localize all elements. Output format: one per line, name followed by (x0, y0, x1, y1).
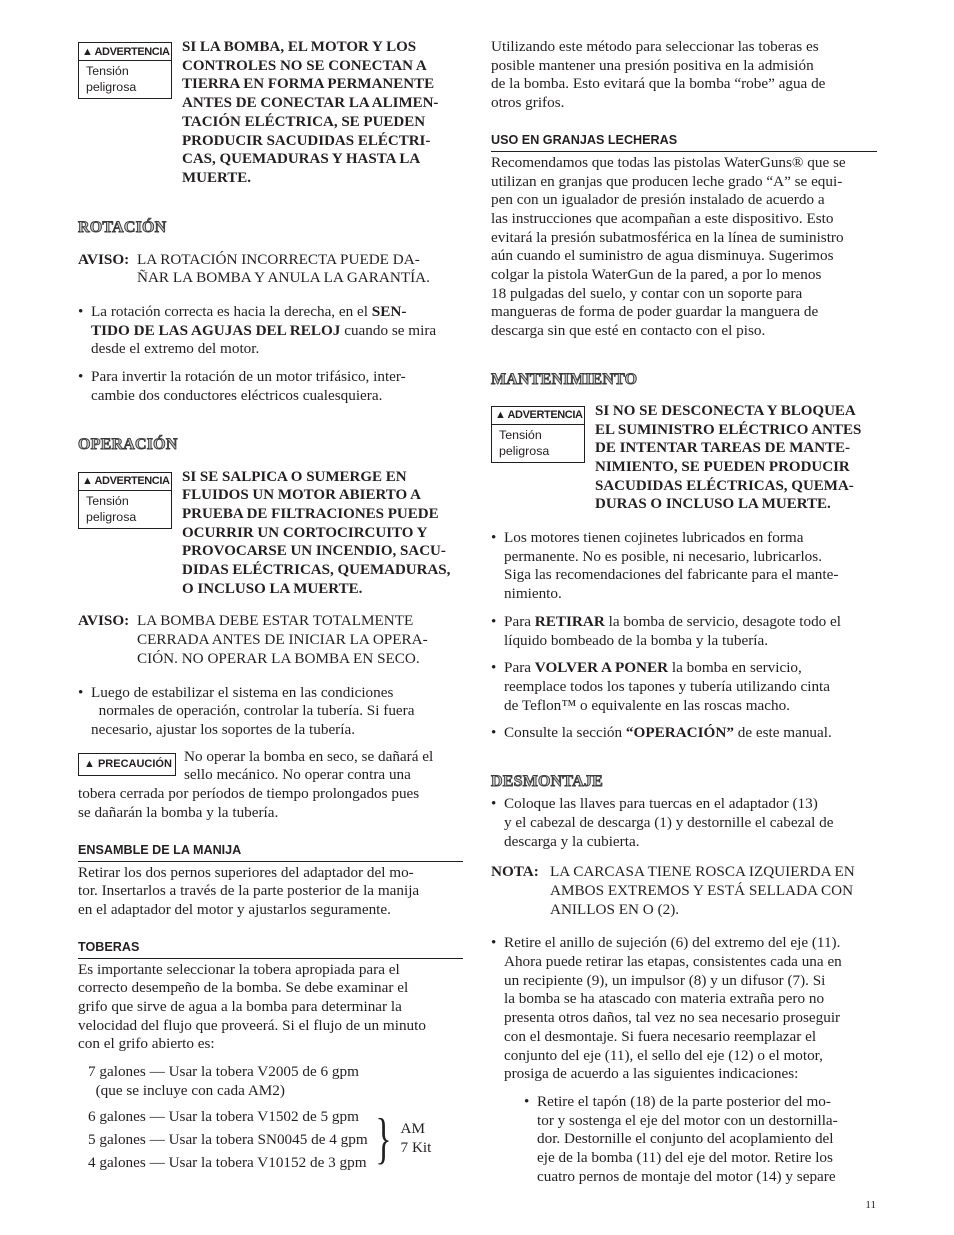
warning-description: Tensión peligrosa (86, 493, 137, 524)
warning-label-box (491, 406, 585, 463)
brace-icon: } (375, 1108, 392, 1171)
bullet-see-operation: • Consulte la sección “OPERACIÓN” de este manual. (491, 724, 877, 743)
left-column (78, 38, 463, 1174)
section-title-rotacion: ROTACIÓN (78, 218, 167, 236)
bullet-invert-rotation: • Para invertir la rotación de un motor trifásico, inter- cambie dos conductores eléctricos cualesquiera. (78, 368, 463, 405)
warning-description: Tensión peligrosa (86, 64, 137, 94)
warning-text: SI LA BOMBA, EL MOTOR Y LOS CONTROLES NO SE CONECTAN A TIERRA EN FORMA PERMANENTE ANTES DE CONECTAR LA ALIMEN- TACIÓN ELÉCTRICA, SE PUEDEN PRODUCIR SACUDIDAS ELÉCTRI- CAS, QUEMADURAS Y HASTA LA MUERTE. (182, 39, 439, 186)
subsection-title-toberas: TOBERAS (78, 940, 463, 959)
warning-block-submerge (78, 468, 463, 599)
warning-label: ▲ ADVERTENCIA (492, 407, 584, 425)
warning-block-grounding (78, 38, 463, 188)
paragraph-toberas: Es importante seleccionar la tobera apropiada para el correcto desempeño de la bomba. Se debe examinar el grifo que sirve de agua a la bomba para determinar la velocidad del flujo que proveerá. Si el flujo de un minuto con el grifo abierto es: (78, 960, 426, 1053)
bullet-return-to-service: • Para VOLVER A PONER la bomba en servicio, reemplace todos los tapones y tubería utilizando cinta de Teflon™ o equivalente en las roscas macho. (491, 659, 877, 715)
bullet-remove-plug: • Retire el tapón (18) de la parte posterior del mo- tor y sostenga el eje del motor con un destornilla- dor. Destornille el conjunto del acoplamiento del eje de la bomba (11) del eje del motor. Retire los cuatro pernos de montaje del motor (14) y separe (524, 1093, 877, 1187)
bullet-wrenches: • Coloque las llaves para tuercas en el adaptador (13) y el cabezal de descarga (1) y destornille el cabezal de descarga y la cubierta. (491, 795, 877, 851)
warning-label: ▲ ADVERTENCIA (79, 43, 171, 61)
warning-label-box (78, 472, 172, 529)
right-column (491, 38, 877, 1186)
warning-text: SI NO SE DESCONECTA Y BLOQUEA EL SUMINISTRO ELÉCTRICO ANTES DE INTENTAR TAREAS DE MANTE- NIMIENTO, SE PUEDEN PRODUCIR SACUDIDAS ELÉCTRICAS, QUEMA- DURAS O INCLUSO LA MUERTE. (595, 402, 862, 513)
warning-text: SI SE SALPICA O SUMERGE EN FLUIDOS UN MOTOR ABIERTO A PRUEBA DE FILTRACIONES PUEDE OCURRIR UN CORTOCIRCUITO Y PROVOCARSE UN INCENDIO, SACU- DIDAS ELÉCTRICAS, QUEMADURAS, O INCLUSO LA MUERTE. (182, 468, 451, 597)
page-number: 11 (865, 1199, 876, 1211)
bullet-stabilize-system: • Luego de estabilizar el sistema en las condiciones normales de operación, controlar la tubería. Si fuera necesario, ajustar los soportes de la tubería. (78, 684, 463, 740)
warning-block-maintenance (491, 402, 877, 514)
nozzle-row: 5 galones — Usar la tobera SN0045 de 4 gpm (88, 1130, 368, 1148)
notice-rotacion: AVISO: LA ROTACIÓN INCORRECTA PUEDE DA- ÑAR LA BOMBA Y ANULA LA GARANTÍA. (78, 250, 430, 287)
notice-operacion: AVISO: LA BOMBA DEBE ESTAR TOTALMENTE CERRADA ANTES DE INICIAR LA OPERA- CIÓN. NO OPERAR LA BOMBA EN SECO. (78, 612, 428, 667)
warning-label: ▲ ADVERTENCIA (79, 473, 171, 491)
section-title-desmontaje: DESMONTAJE (491, 773, 603, 791)
nozzle-row: 4 galones — Usar la tobera V10152 de 3 gpm (88, 1153, 367, 1171)
note-desmontaje: NOTA: LA CARCASA TIENE ROSCA IZQUIERDA EN AMBOS EXTREMOS Y ESTÁ SELLADA CON ANILLOS EN O (2). (491, 863, 855, 918)
nozzle-row-7gal: 7 galones — Usar la tobera V2005 de 6 gpm (que se incluye con cada AM2) (88, 1063, 359, 1099)
paragraph-manija: Retirar los dos pernos superiores del adaptador del mo- tor. Insertarlos a través de la parte posterior de la manija en el adaptador del motor y ajustarlos seguramente. (78, 863, 420, 918)
section-title-mantenimiento: MANTENIMIENTO (491, 370, 638, 388)
warning-triangle-icon: ▲ (82, 45, 93, 58)
warning-triangle-icon: ▲ (495, 409, 506, 422)
warning-triangle-icon: ▲ (82, 475, 93, 488)
warning-description: Tensión peligrosa (499, 427, 550, 458)
nozzle-kit-group: 6 galones — Usar la tobera V1502 de 5 gpm 5 galones — Usar la tobera SN0045 de 4 gpm 4 galones — Usar la tobera V10152 de 3 gpm } AM 7 Kit (78, 1105, 463, 1174)
caution-text: No operar la bomba en seco, se dañará el sello mecánico. No operar contra una tobera cerrada por períodos de tiempo prolongados pues se dañarán la bomba y la tubería. (78, 747, 434, 821)
warning-label-box (78, 42, 172, 99)
caution-triangle-icon: ▲ (84, 758, 95, 771)
subsection-title-manija: ENSAMBLE DE LA MANIJA (78, 843, 463, 862)
bullet-retaining-ring: • Retire el anillo de sujeción (6) del extremo del eje (11). Ahora puede retirar las etapas, consistentes cada una en un recipiente (9), un impulsor (8) y un difusor (7). Si la bomba se ha atascado con materia extraña pero no presenta otros daños, tal vez no sea necesario proseguir con el desmontaje. Si fuera necesario reemplazar el conjunto del eje (11), el sello del eje (12) o el motor, prosiga de acuerdo a las siguientes indicaciones: (491, 934, 877, 1084)
bullet-remove-pump: • Para RETIRAR la bomba de servicio, desagote todo el líquido bombeado de la bomba y la tubería. (491, 613, 877, 650)
bullet-rotation-direction: • La rotación correcta es hacia la derecha, en el SEN- TIDO DE LAS AGUJAS DEL RELOJ cuando se mira desde el extremo del motor. (78, 303, 463, 359)
paragraph-intro: Utilizando este método para seleccionar las toberas es posible mantener una presión positiva en la admisión de la bomba. Esto evitará que la bomba “robe” agua de otros grifos. (491, 38, 826, 112)
nozzle-row: 6 galones — Usar la tobera V1502 de 5 gpm (88, 1107, 359, 1125)
paragraph-granjas: Recomendamos que todas las pistolas WaterGuns® que se utilizan en granjas que producen leche grado “A” se equi- pen con un igualador de presión instalado de acuerdo a las instrucciones que acompañan a este dispositivo. Esto evitará la presión subatmosférica en la línea de suministro aún cuando el suministro de agua disminuya. Sugerimos colgar la pistola WaterGun de la pared, a por lo menos 18 pulgadas del suelo, y contar con un soporte para mangueras de forma de poder guardar la manguera de descarga sin que esté en contacto con el piso. (491, 153, 846, 340)
subsection-title-granjas: USO EN GRANJAS LECHERAS (491, 133, 877, 152)
bullet-bearings: • Los motores tienen cojinetes lubricados en forma permanente. No es posible, ni necesario, lubricarlos. Siga las recomendaciones del fabricante para el mante- nimiento. (491, 529, 877, 604)
section-title-operacion: OPERACIÓN (78, 435, 178, 453)
caution-block (78, 748, 463, 823)
caution-label: ▲ PRECAUCIÓN (78, 753, 176, 776)
